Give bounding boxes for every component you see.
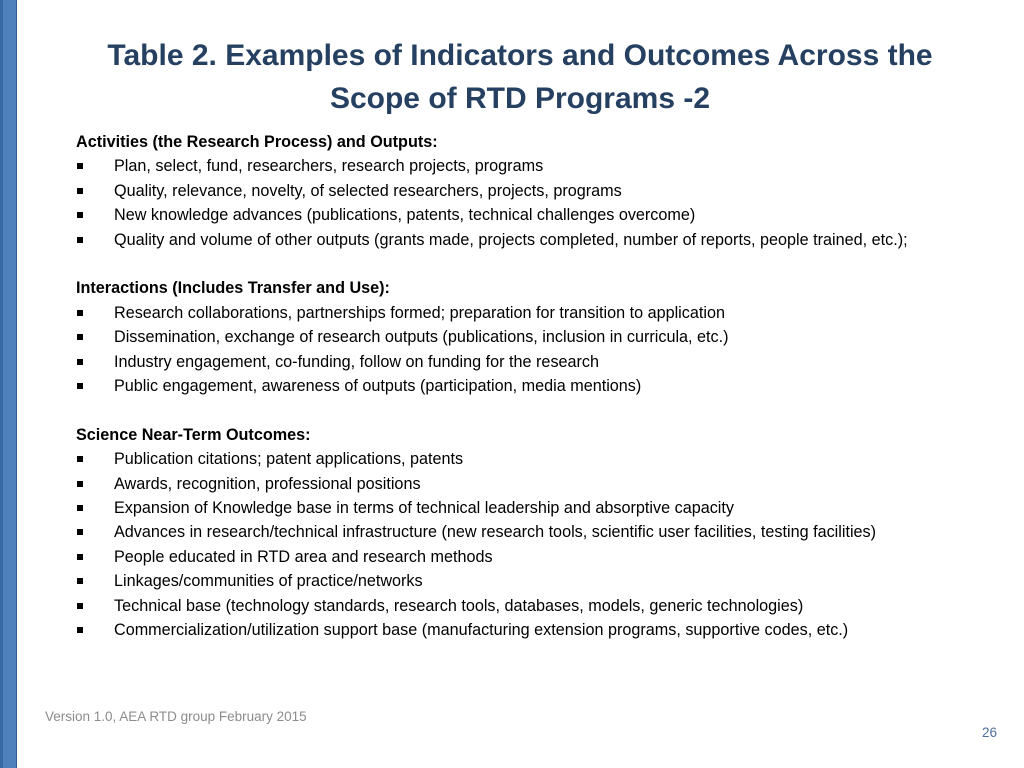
slide-title: Table 2. Examples of Indicators and Outcomes Across the Scope of RTD Programs -2 — [107, 39, 933, 115]
square-bullet-icon — [77, 456, 83, 462]
list-item — [76, 228, 976, 252]
square-bullet-icon — [77, 188, 83, 194]
list-item-text: Awards, recognition, professional positions — [114, 474, 421, 493]
list-item-text: Plan, select, fund, researchers, research projects, programs — [114, 157, 544, 176]
list-item — [76, 301, 976, 325]
square-bullet-icon — [77, 334, 83, 340]
list-item — [76, 594, 976, 618]
square-bullet-icon — [77, 481, 83, 487]
square-bullet-icon — [77, 603, 83, 609]
list-item — [76, 203, 976, 227]
square-bullet-icon — [77, 578, 83, 584]
list-item-text: Dissemination, exchange of research outputs (publications, inclusion in curricula, etc.) — [114, 328, 729, 347]
list-item-text: Commercialization/utilization support base (manufacturing extension programs, supportive codes, etc.) — [114, 621, 849, 640]
list-item-text: Advances in research/technical infrastructure (new research tools, scientific user facilities, testing facilities) — [114, 523, 877, 542]
list-item — [76, 374, 976, 398]
list-item-text: New knowledge advances (publications, patents, technical challenges overcome) — [114, 206, 696, 225]
bullet-list — [76, 154, 976, 252]
list-item-text: People educated in RTD area and research methods — [114, 547, 493, 566]
square-bullet-icon — [77, 529, 83, 535]
square-bullet-icon — [77, 359, 83, 365]
list-item-text: Quality and volume of other outputs (grants made, projects completed, number of reports, people trained, etc.); — [114, 230, 908, 249]
list-item-text: Industry engagement, co-funding, follow on funding for the research — [114, 352, 600, 371]
list-item — [76, 179, 976, 203]
list-item-text: Expansion of Knowledge base in terms of technical leadership and absorptive capacity — [114, 499, 734, 518]
square-bullet-icon — [77, 212, 83, 218]
list-item-text: Technical base (technology standards, research tools, databases, models, generic technologies) — [114, 596, 804, 615]
square-bullet-icon — [77, 383, 83, 389]
list-item — [76, 472, 976, 496]
bullet-list — [76, 301, 976, 399]
slide-footer: Version 1.0, AEA RTD group February 2015 — [45, 709, 307, 724]
section-heading: Science Near-Term Outcomes: — [76, 425, 311, 444]
list-item-text: Quality, relevance, novelty, of selected researchers, projects, programs — [114, 181, 622, 200]
section-heading: Interactions (Includes Transfer and Use): — [76, 279, 390, 298]
square-bullet-icon — [77, 310, 83, 316]
section-interactions — [76, 276, 976, 398]
square-bullet-icon — [77, 163, 83, 169]
left-accent-bar — [0, 0, 17, 768]
square-bullet-icon — [77, 505, 83, 511]
list-item — [76, 496, 976, 520]
square-bullet-icon — [77, 554, 83, 560]
section-near-term-outcomes — [76, 423, 976, 643]
list-item — [76, 447, 976, 471]
left-accent-bar-edge — [0, 0, 3, 768]
list-item-text: Public engagement, awareness of outputs (participation, media mentions) — [114, 377, 642, 396]
list-item — [76, 154, 976, 178]
list-item — [76, 545, 976, 569]
list-item — [76, 520, 976, 544]
square-bullet-icon — [77, 627, 83, 633]
list-item-text: Linkages/communities of practice/networks — [114, 572, 423, 591]
bullet-list — [76, 447, 976, 642]
page-number: 26 — [981, 725, 997, 740]
list-item — [76, 350, 976, 374]
slide-content — [76, 130, 976, 643]
section-heading: Activities (the Research Process) and Outputs: — [76, 133, 438, 151]
square-bullet-icon — [77, 237, 83, 243]
section-spacer — [76, 252, 976, 276]
list-item-text: Publication citations; patent applications, patents — [114, 450, 464, 469]
section-activities — [76, 130, 976, 252]
list-item — [76, 618, 976, 642]
list-item — [76, 325, 976, 349]
list-item-text: Research collaborations, partnerships formed; preparation for transition to application — [114, 303, 725, 322]
section-spacer — [76, 398, 976, 422]
list-item — [76, 569, 976, 593]
